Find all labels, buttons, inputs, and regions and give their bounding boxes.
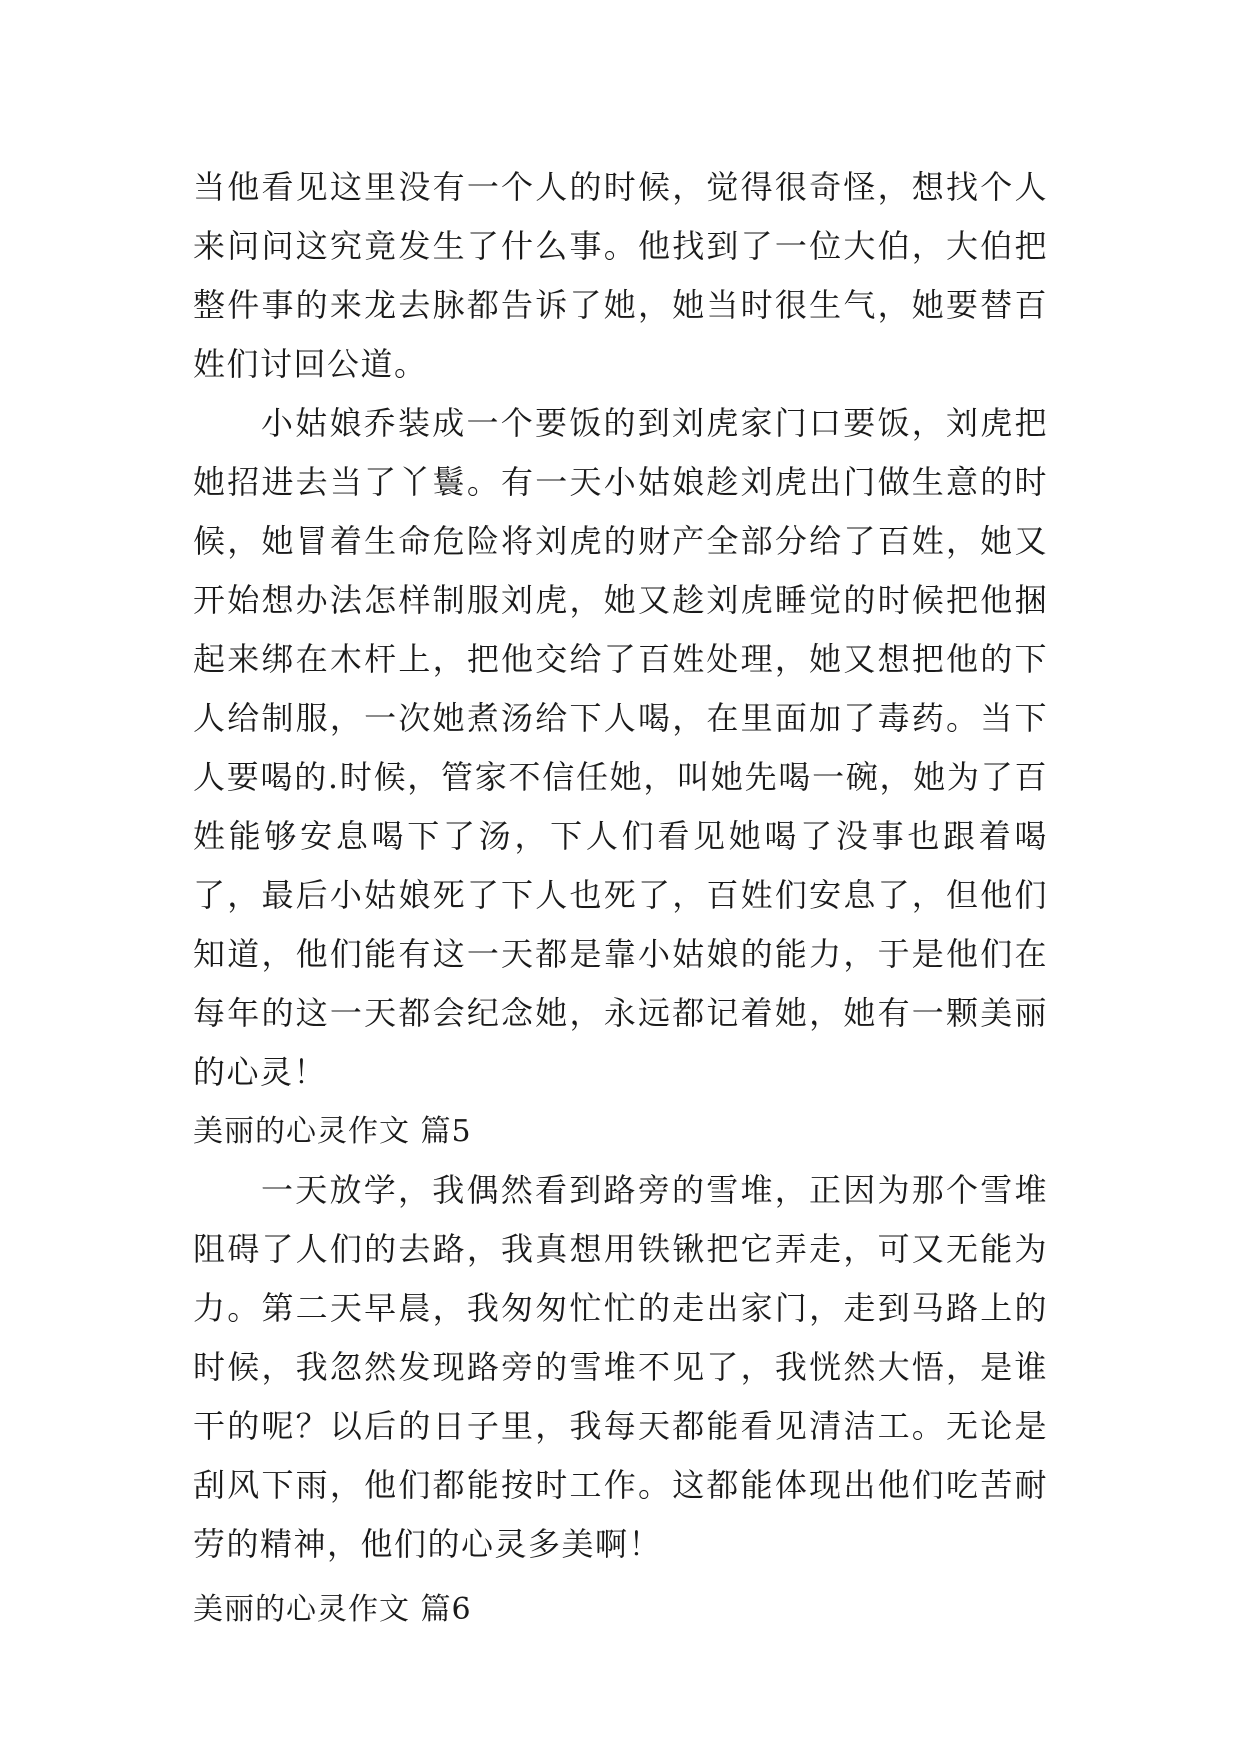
section-heading-5: 美丽的心灵作文 篇5 xyxy=(193,1114,472,1149)
paragraph-continued: 当他看见这里没有一个人的时候，觉得很奇怪，想找个人来问问这究竟发生了什么事。他找到了一位大伯，大伯把整件事的来龙去脉都告诉了她，她当时很生气，她要替百姓们讨回公道。 xyxy=(193,168,1048,383)
section-heading-6: 美丽的心灵作文 篇6 xyxy=(193,1592,472,1627)
document-body xyxy=(193,158,1048,1639)
paragraph-story: 小姑娘乔装成一个要饭的到刘虎家门口要饭，刘虎把她招进去当了丫鬟。有一天小姑娘趁刘虎出门做生意的时候，她冒着生命危险将刘虎的财产全部分给了百姓，她又开始想办法怎样制服刘虎，她又趁刘虎睡觉的时候把他捆起来绑在木杆上，把他交给了百姓处理，她又想把他的下人给制服，一次她煮汤给下人喝，在里面加了毒药。当下人要喝的.时候，管家不信任她，叫她先喝一碗，她为了百姓能够安息喝下了汤，下人们看见她喝了没事也跟着喝了，最后小姑娘死了下人也死了，百姓们安息了，但他们知道，他们能有这一天都是靠小姑娘的能力，于是他们在每年的这一天都会纪念她，永远都记着她，她有一颗美丽的心灵！ xyxy=(193,404,1048,1091)
paragraph-section-5: 一天放学，我偶然看到路旁的雪堆，正因为那个雪堆阻碍了人们的去路，我真想用铁锹把它弄走，可又无能为力。第二天早晨，我匆匆忙忙的走出家门，走到马路上的时候，我忽然发现路旁的雪堆不见了，我恍然大悟，是谁干的呢？以后的日子里，我每天都能看见清洁工。无论是刮风下雨，他们都能按时工作。这都能体现出他们吃苦耐劳的精神，他们的心灵多美啊！ xyxy=(193,1171,1048,1563)
